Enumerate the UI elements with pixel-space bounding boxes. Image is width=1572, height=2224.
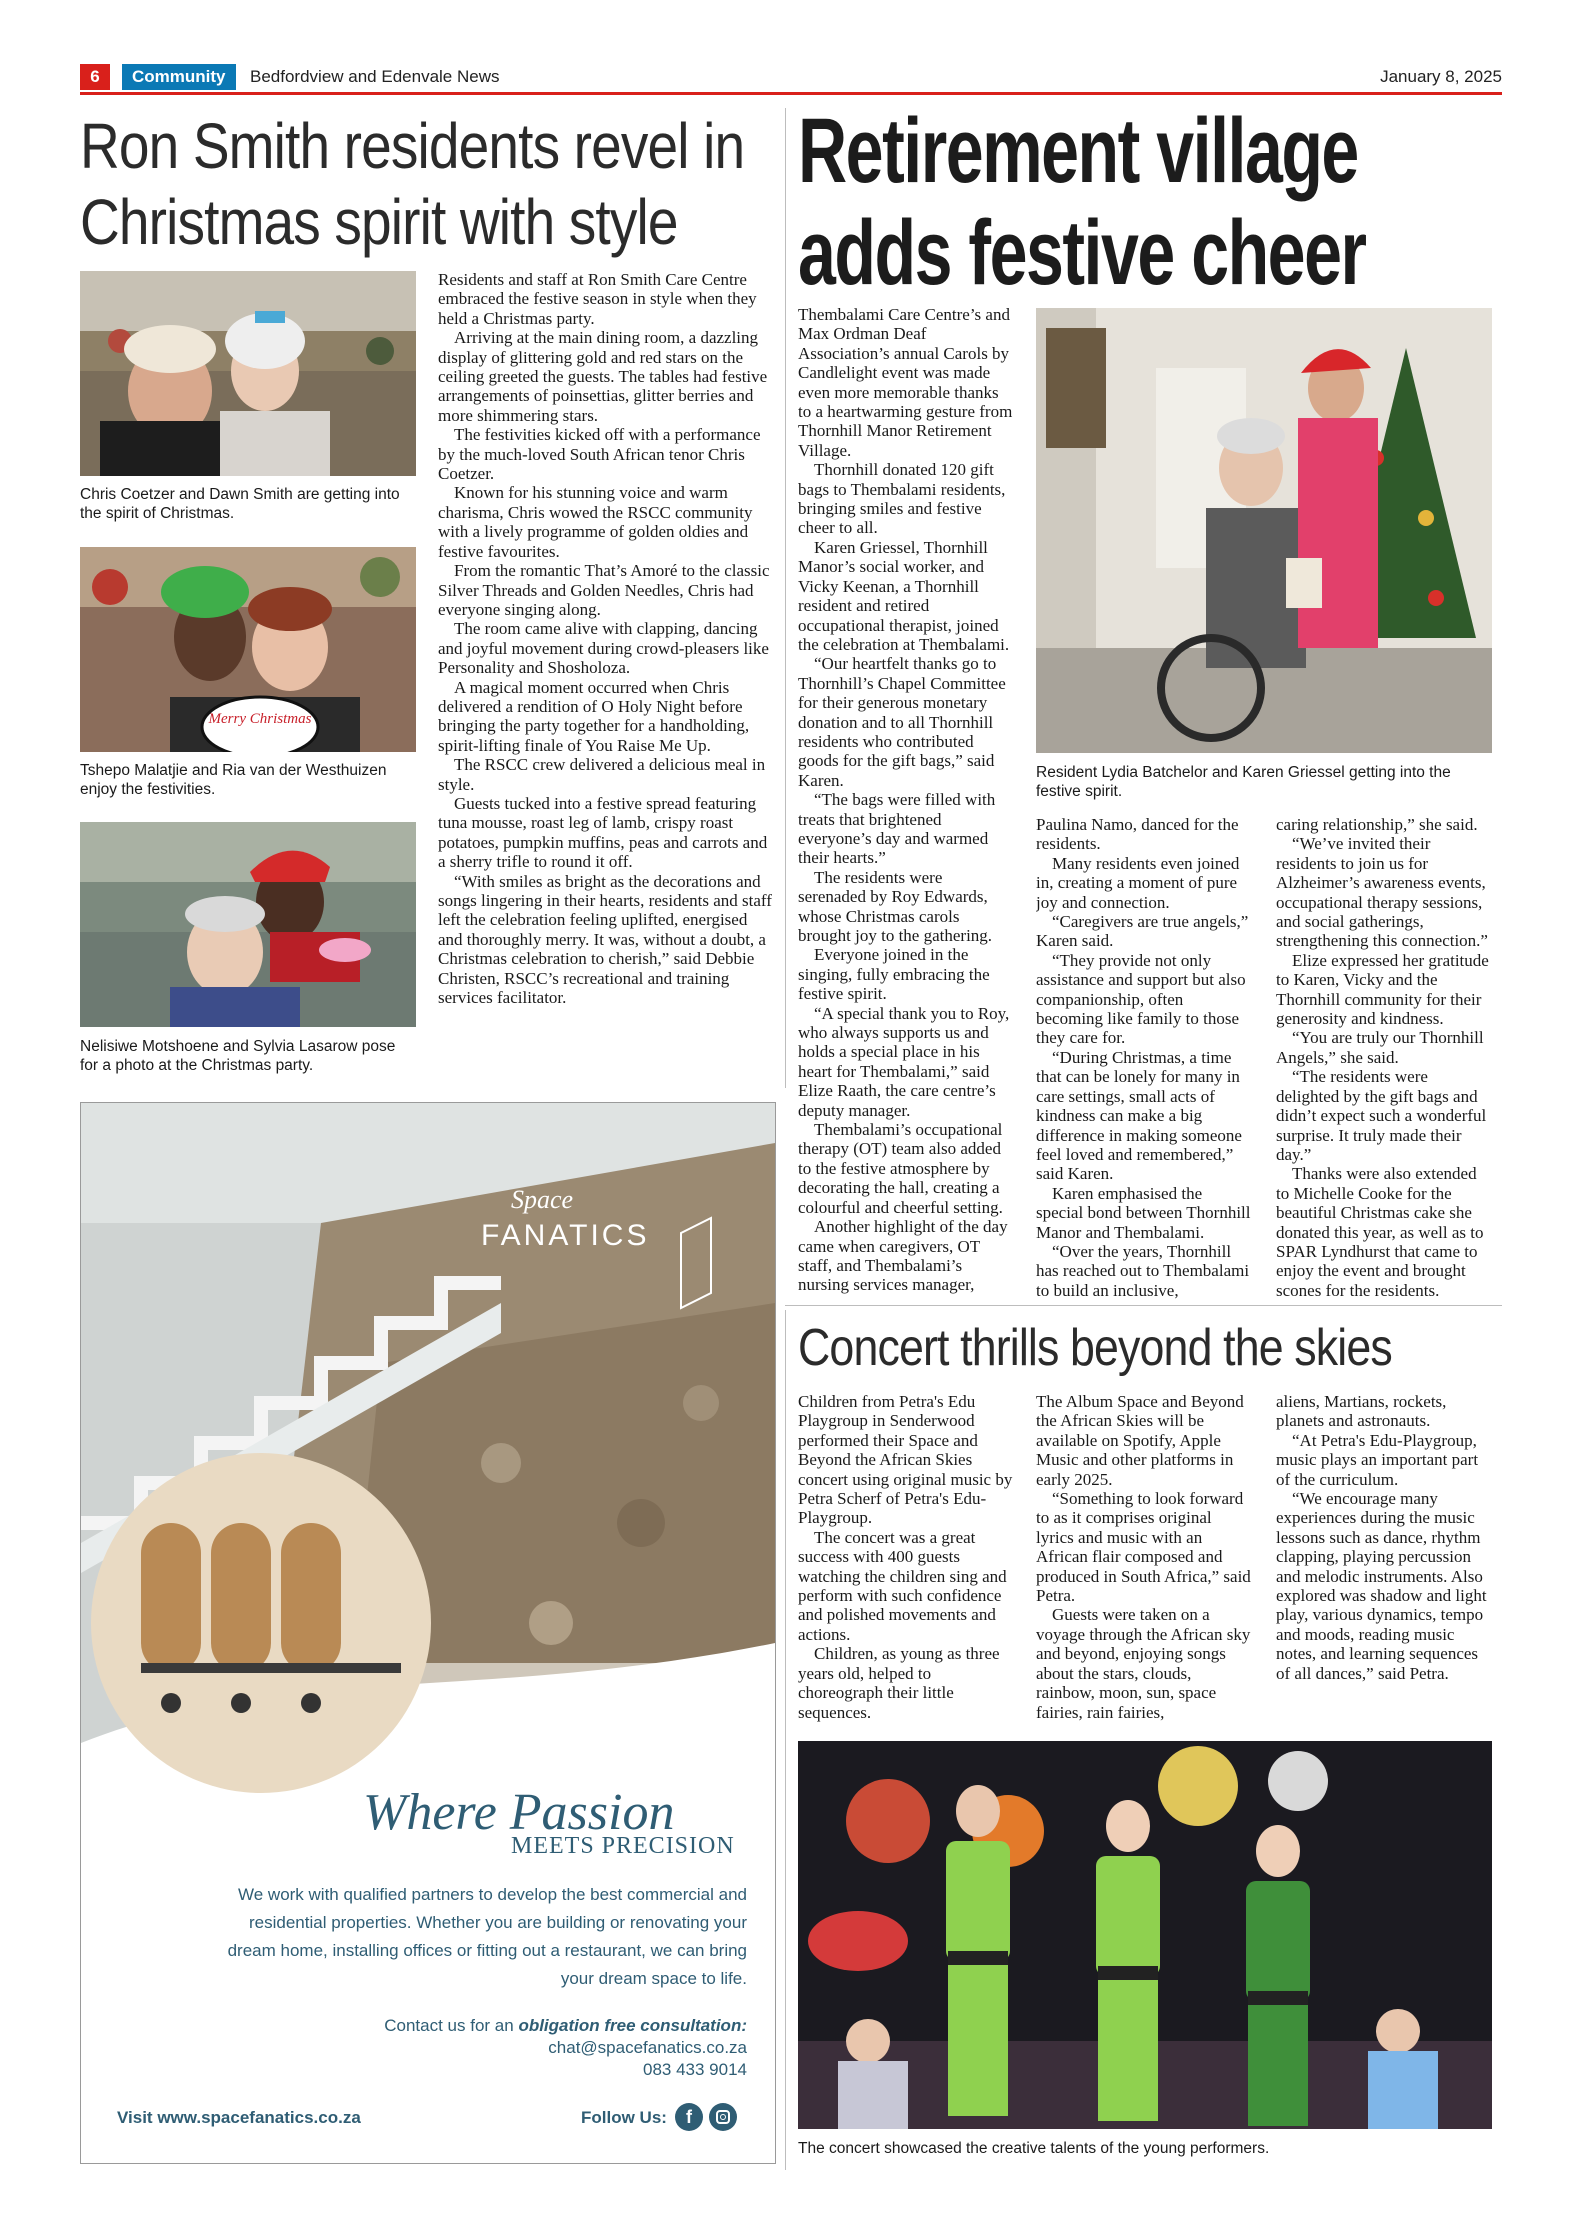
paragraph: Karen Griessel, Thornhill Manor’s social worker, and Vicky Keenan, a Thornhill resident and retired occupational therapist, joined the celebration at Thembalami. xyxy=(798,537,1010,654)
paragraph: Many residents even joined in, creating a moment of pure joy and connection. xyxy=(1036,853,1240,912)
photo-lydia-karen xyxy=(1036,308,1492,753)
ad-logo-text: FANATICS xyxy=(481,1219,650,1252)
paragraph: Thornhill donated 120 gift bags to Thembalami residents, bringing smiles and festive cheer to all. xyxy=(798,460,1006,538)
headline-line: Ron Smith residents revel in xyxy=(80,110,745,182)
paragraph: “During Christmas, a time that can be lonely for many in care settings, small acts of kindness can make a big difference in making someone feel loved and remembered,” said Karen. xyxy=(1036,1047,1242,1184)
column-divider xyxy=(785,108,786,1088)
ad-phone[interactable]: 083 433 9014 xyxy=(643,2060,747,2079)
ad-body-line: your dream space to life. xyxy=(560,1969,747,1988)
article2-col1 xyxy=(798,305,1013,1305)
paragraph: aliens, Martians, rockets, planets and astronauts. xyxy=(1276,1392,1447,1431)
paragraph: Children, as young as three years old, helped to choreograph their little sequences. xyxy=(798,1644,1000,1722)
paragraph: “We encourage many experiences during the music lessons such as dance, rhythm clapping, playing percussion and melodic instruments. Also explored was shadow and light play, various dynamics, tempo and moods, reading music notes, and learning sequences of all dances,” said Petra. xyxy=(1276,1489,1487,1683)
page-header xyxy=(80,62,1502,95)
photo-tshepo-ria xyxy=(80,547,416,752)
paragraph: Known for his stunning voice and warm charisma, Chris wowed the RSCC community with a lively programme of golden oldies and festive favourites. xyxy=(438,483,753,561)
ad-contact-prefix: Contact us for an xyxy=(384,2016,519,2035)
paragraph: Elize expressed her gratitude to Karen, Vicky and the Thornhill community for their generosity and kindness. xyxy=(1276,950,1489,1029)
ad-contact-bold: obligation free consultation: xyxy=(518,2016,747,2035)
paragraph: “You are truly our Thornhill Angels,” she said. xyxy=(1276,1028,1484,1067)
paragraph: “Caregivers are true angels,” Karen said. xyxy=(1036,912,1249,951)
paragraph: “They provide not only assistance and support but also companionship, often becoming like family to those they care for. xyxy=(1036,950,1246,1048)
paragraph: “At Petra's Edu-Playgroup, music plays an important part of the curriculum. xyxy=(1276,1430,1479,1489)
column-divider xyxy=(785,1310,786,2170)
article2-col3 xyxy=(1276,815,1492,1305)
paragraph: Residents and staff at Ron Smith Care Centre embraced the festive season in style when they held a Christmas party. xyxy=(438,270,757,328)
paragraph: Guests were taken on a voyage through the African sky and beyond, enjoying songs about the stars, clouds, rainbow, moon, sun, space fairies, rain fairies, xyxy=(1036,1605,1251,1722)
instagram-icon[interactable] xyxy=(709,2103,737,2131)
photo-caption: Resident Lydia Batchelor and Karen Griessel getting into the festive spirit. xyxy=(1036,764,1451,800)
article3-headline: Concert thrills beyond the skies xyxy=(798,1319,1392,1377)
paragraph: Another highlight of the day came when caregivers, OT staff, and Thembalami’s nursing services manager, xyxy=(798,1217,1008,1295)
article3-col3 xyxy=(1276,1392,1492,1722)
ad-background-art xyxy=(81,1103,775,2163)
paragraph: Children from Petra's Edu Playgroup in Senderwood performed their Space and Beyond the African Skies concert using original music by Petra Scherf of Petra's Edu-Playgroup. xyxy=(798,1392,1013,1528)
photo-concert xyxy=(798,1741,1492,2129)
paragraph: The room came alive with clapping, dancing and joyful movement during crowd-pleasers like Personality and Shosholoza. xyxy=(438,619,769,678)
page-number: 6 xyxy=(80,64,110,90)
ad-body-line: dream home, installing offices or fitting out a restaurant, we can bring xyxy=(227,1941,747,1960)
article1-body xyxy=(438,270,772,1070)
ad-tagline-caps: MEETS PRECISION xyxy=(511,1833,735,1859)
ad-follow-label: Follow Us: xyxy=(581,2108,667,2127)
paragraph: Arriving at the main dining room, a dazzling display of glittering gold and red stars on the ceiling greeted the guests. The tables had festive arrangements of poinsettias, glitter berries and more shimmering stars. xyxy=(438,328,768,425)
paragraph: Thembalami’s occupational therapy (OT) team also added to the festive atmosphere by decorating the hall, creating a colourful and cheerful setting. xyxy=(798,1120,1003,1217)
paragraph: “Something to look forward to as it comprises original lyrics and music with an African flair composed and produced in South Africa,” said Petra. xyxy=(1036,1489,1251,1606)
paragraph: “The residents were delighted by the gift bags and didn’t expect such a wonderful surprise. It truly made their day.” xyxy=(1276,1067,1487,1164)
paragraph: The Album Space and Beyond the African Skies will be available on Spotify, Apple Music and other platforms in early 2025. xyxy=(1036,1392,1244,1489)
headline-line: adds festive cheer xyxy=(798,202,1366,304)
paragraph: “With smiles as bright as the decorations and songs lingering in their hearts, residents and staff left the celebration feeling uplifted, energised and thoroughly merry. It was, without a doubt, a Christmas celebration to cherish,” said Debbie Christen, RSCC’s recreational and training services facilitator. xyxy=(438,871,772,1008)
paragraph: Thembalami Care Centre’s and Max Ordman Deaf Association’s annual Carols by Candlelight event was made even more memorable thanks to a heartwarming gesture from Thornhill Manor Retirement Village. xyxy=(798,305,1013,460)
article3-col1 xyxy=(798,1392,1013,1722)
ad-email-link[interactable]: chat@spacefanatics.co.za xyxy=(548,2038,747,2057)
paragraph: The concert was a great success with 400 guests watching the children sing and perform with such confidence and polished movements and actions. xyxy=(798,1527,1007,1644)
photo-chris-dawn xyxy=(80,271,416,476)
ad-body-line: residential properties. Whether you are building or renovating your xyxy=(249,1913,747,1932)
paragraph: “Our heartfelt thanks go to Thornhill’s Chapel Committee for their generous monetary donation and to all Thornhill residents who contributed goods for the gift bags,” said Karen. xyxy=(798,654,1006,790)
photo-caption: The concert showcased the creative talents of the young performers. xyxy=(798,2140,1270,2157)
paragraph: “Over the years, Thornhill has reached out to Thembalami to build an inclusive, xyxy=(1036,1241,1250,1300)
article1-headline xyxy=(80,108,744,260)
paragraph: Guests tucked into a festive spread featuring tuna mousse, roast leg of lamb, crispy roast potatoes, pumpkin muffins, peas and carrots and a sherry trifle to round it off. xyxy=(438,793,768,872)
paragraph: Everyone joined in the singing, fully embracing the festive spirit. xyxy=(798,945,990,1004)
ad-tagline-script: Where Passion xyxy=(363,1784,675,1841)
paragraph: Thanks were also extended to Michelle Cooke for the beautiful Christmas cake she donated this year, as well as to SPAR Lyndhurst that came to enjoy the event and brought scones for the residents. xyxy=(1276,1164,1484,1300)
paragraph: “A special thank you to Roy, who always supports us and holds a special place in his heart for Thembalami,” said Elize Raath, the care centre’s deputy manager. xyxy=(798,1003,1010,1120)
publication-name: Bedfordview and Edenvale News xyxy=(250,67,500,86)
paragraph: The RSCC crew delivered a delicious meal in style. xyxy=(438,755,766,794)
headline-line: Christmas spirit with style xyxy=(80,186,678,258)
merry-christmas-badge: Merry Christmas xyxy=(208,711,312,727)
paragraph: A magical moment occurred when Chris delivered a rendition of O Holy Night before bringing the party together for a handholding, spirit-lifting finale of You Raise Me Up. xyxy=(438,677,750,755)
article2-headline xyxy=(798,100,1365,304)
article3-col2 xyxy=(1036,1392,1252,1722)
photo-caption: Tshepo Malatjie and Ria van der Westhuizen enjoy the festivities. xyxy=(80,762,387,798)
issue-date: January 8, 2025 xyxy=(1380,67,1502,86)
ad-contact xyxy=(127,2015,747,2081)
space-fanatics-ad[interactable] xyxy=(80,1102,776,2164)
facebook-icon[interactable]: f xyxy=(675,2103,703,2131)
paragraph: From the romantic That’s Amoré to the classic Silver Threads and Golden Needles, Chris had everyone singing along. xyxy=(438,561,770,619)
paragraph: caring relationship,” she said. xyxy=(1276,815,1478,834)
photo-nelisiwe-sylvia xyxy=(80,822,416,1027)
section-divider xyxy=(785,1305,1502,1306)
article2-col2 xyxy=(1036,815,1251,1305)
paragraph: Karen emphasised the special bond between Thornhill Manor and Thembalami. xyxy=(1036,1183,1251,1242)
section-tag[interactable]: Community xyxy=(122,64,236,90)
ad-logo-script: Space xyxy=(511,1185,574,1214)
paragraph: “We’ve invited their residents to join us for Alzheimer’s awareness events, occupational therapy sessions, and social gatherings, strengthening this connection.” xyxy=(1276,834,1488,951)
photo-caption: Nelisiwe Motshoene and Sylvia Lasarow pose for a photo at the Christmas party. xyxy=(80,1038,396,1074)
paragraph: “The bags were filled with treats that brightened everyone’s day and warmed their hearts.” xyxy=(798,790,996,868)
headline-line: Retirement village xyxy=(798,100,1358,202)
paragraph: The residents were serenaded by Roy Edwards, whose Christmas carols brought joy to the gathering. xyxy=(798,867,993,945)
ad-body-line: We work with qualified partners to develop the best commercial and xyxy=(238,1885,747,1904)
paragraph: The festivities kicked off with a performance by the much-loved South African tenor Chris Coetzer. xyxy=(438,425,761,484)
paragraph: Paulina Namo, danced for the residents. xyxy=(1036,815,1239,854)
ad-website-link[interactable]: Visit www.spacefanatics.co.za xyxy=(117,2108,361,2127)
photo-caption: Chris Coetzer and Dawn Smith are getting into the spirit of Christmas. xyxy=(80,486,400,522)
ad-body-text xyxy=(127,1881,747,1993)
